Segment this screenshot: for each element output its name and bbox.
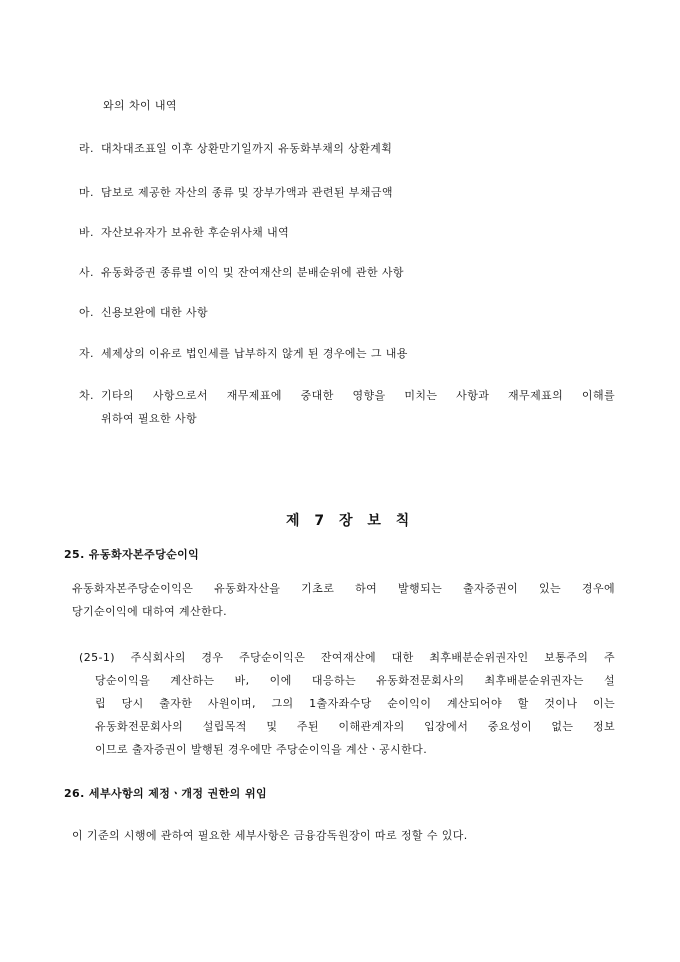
note-line: 당순이익을 계산하는 바, 이에 대응하는 유동화전문회사의 최후배분순위권자는 설 [95,674,615,687]
section-25-heading: 25. 유동화자본주당순이익 [64,548,200,561]
list-item-text: 신용보완에 대한 사항 [101,306,209,319]
section-25-note-2 [95,675,615,686]
list-item-cha [79,390,615,401]
list-item-continuation [103,100,177,111]
section-25-note-4 [95,721,615,732]
list-item-text: 기타의 사항으로서 재무제표에 중대한 영향을 미치는 사항과 재무제표의 이해를 [101,389,615,402]
list-item-text: 담보로 제공한 자산의 종류 및 장부가액과 관련된 부채금액 [101,186,393,199]
list-item-text: 자산보유자가 보유한 후순위사채 내역 [101,226,290,239]
section-25-note-5 [95,744,427,755]
list-item-label: 바. [79,226,94,239]
section-26-body [72,830,468,841]
section-25-note [79,652,615,663]
list-item-label: 사. [79,266,94,279]
list-item-text: 위하여 필요한 사항 [101,412,198,425]
section-25-note-3 [95,698,615,709]
note-line: 립 당시 출자한 사원이며, 그의 1출자좌수당 순이익이 계산되어야 할 것이나 이는 [95,697,615,710]
note-line: (25-1) 주식회사의 경우 주당순이익은 잔여재산에 대한 최후배분순위권자인 보통주의 주 [79,651,615,664]
list-item-ba [79,227,289,238]
body-line: 이 기준의 시행에 관하여 필요한 세부사항은 금융감독원장이 따로 정할 수 있다. [72,829,468,842]
list-item-text: 세제상의 이유로 법인세를 납부하지 않게 된 경우에는 그 내용 [101,347,408,360]
chapter-title: 제 7 장 보 칙 [286,513,412,529]
list-item-label: 아. [79,306,94,319]
list-item-ra [79,143,392,154]
list-item-text: 대차대조표일 이후 상환만기일까지 유동화부채의 상환계획 [101,142,393,155]
list-item-text: 유동화증권 종류별 이익 및 잔여재산의 분배순위에 관한 사항 [101,266,404,279]
list-item-ja [79,348,408,359]
list-item-label: 자. [79,347,94,360]
list-item-cha-continuation [101,413,197,424]
list-item-label: 차. [79,389,94,402]
body-line: 당기순이익에 대하여 계산한다. [72,605,228,618]
list-item-ma [79,187,393,198]
list-item-a [79,307,208,318]
note-line: 유동화전문회사의 설립목적 및 주된 이해관계자의 입장에서 중요성이 없는 정보 [95,720,615,733]
list-item-sa [79,267,404,278]
section-25-body [72,583,615,594]
list-item-label: 라. [79,142,94,155]
list-item-label: 마. [79,186,94,199]
section-26-heading: 26. 세부사항의 제정ㆍ개정 권한의 위임 [64,787,267,800]
note-line: 이므로 출자증권이 발행된 경우에만 주당순이익을 계산ㆍ공시한다. [95,743,428,756]
list-item-text: 와의 차이 내역 [103,99,177,112]
body-line: 유동화자본주당순이익은 유동화자산을 기초로 하여 발행되는 출자증권이 있는 경우에 [72,582,615,595]
section-25-body-2 [72,606,227,617]
